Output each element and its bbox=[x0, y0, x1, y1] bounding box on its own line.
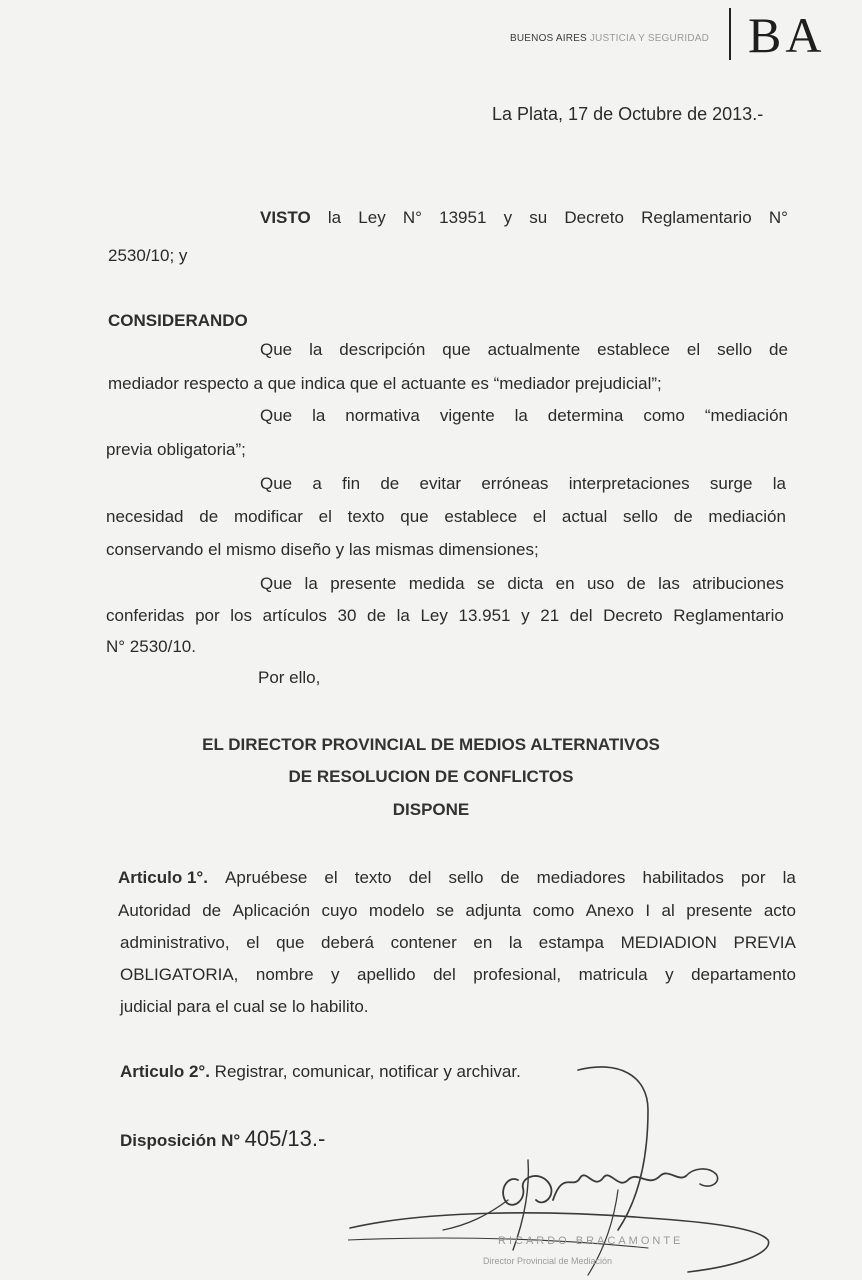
word: la bbox=[782, 868, 796, 887]
word: MEDIADION bbox=[620, 933, 717, 952]
articulo1-line-5: judicial para el cual se lo habilito. bbox=[120, 997, 369, 1016]
stamp-name: RICARDO BRACAMONTE bbox=[498, 1235, 684, 1247]
word: medida bbox=[408, 574, 465, 593]
word: 21 bbox=[540, 606, 560, 625]
word: por bbox=[740, 868, 766, 887]
word: la bbox=[327, 208, 342, 227]
word: contener bbox=[390, 933, 457, 952]
word: PREVIA bbox=[733, 933, 796, 952]
letterhead-org bbox=[510, 33, 709, 44]
word: y bbox=[503, 208, 513, 227]
word: Autoridad bbox=[118, 901, 191, 920]
word: Anexo bbox=[585, 901, 634, 920]
word: a bbox=[312, 474, 322, 493]
word: atribuciones bbox=[692, 574, 784, 593]
considerando-p3-line-2 bbox=[106, 507, 786, 527]
word: Que bbox=[260, 340, 293, 359]
word: Que bbox=[260, 474, 293, 493]
word: y bbox=[521, 606, 530, 625]
word: del bbox=[408, 868, 432, 887]
word: las bbox=[658, 574, 680, 593]
place-date: La Plata, 17 de Octubre de 2013.- bbox=[492, 104, 764, 124]
title-line-3: DISPONE bbox=[392, 800, 470, 819]
word: Decreto bbox=[564, 208, 624, 227]
word: sello bbox=[717, 340, 753, 359]
word: sello bbox=[623, 507, 658, 526]
word: de bbox=[768, 340, 788, 359]
letterhead-org-bold: BUENOS AIRES bbox=[510, 33, 587, 44]
word: de bbox=[380, 474, 400, 493]
word: estampa bbox=[538, 933, 604, 952]
word: cuyo bbox=[321, 901, 358, 920]
articulo1-line-4 bbox=[120, 965, 796, 985]
word: interpretaciones bbox=[568, 474, 690, 493]
word: y bbox=[665, 965, 674, 984]
considerando-p4-line-3: N° 2530/10. bbox=[106, 637, 196, 656]
word: la bbox=[396, 606, 410, 625]
word: N° bbox=[402, 208, 422, 227]
visto-label: VISTO bbox=[260, 208, 311, 227]
word: la bbox=[312, 406, 326, 425]
word: la bbox=[514, 406, 528, 425]
word: evitar bbox=[419, 474, 462, 493]
word: habilitados bbox=[642, 868, 724, 887]
word: el bbox=[318, 507, 332, 526]
word: 30 bbox=[337, 606, 357, 625]
word: que bbox=[400, 507, 429, 526]
word: fin bbox=[342, 474, 361, 493]
word: Reglamentario bbox=[673, 606, 784, 625]
word: del bbox=[433, 965, 456, 984]
word: apellido bbox=[357, 965, 416, 984]
word: Que bbox=[260, 406, 293, 425]
word: nombre bbox=[255, 965, 314, 984]
word: “mediación bbox=[704, 406, 788, 425]
word: Reglamentario bbox=[641, 208, 752, 227]
word: Que bbox=[260, 574, 293, 593]
word: erróneas bbox=[481, 474, 549, 493]
word: N° bbox=[768, 208, 788, 227]
word: se bbox=[436, 901, 455, 920]
word: establece bbox=[597, 340, 670, 359]
signature-stamp bbox=[348, 1050, 778, 1280]
considerando-p3-line-1 bbox=[260, 474, 786, 494]
word: vigente bbox=[439, 406, 495, 425]
word: el bbox=[532, 507, 547, 526]
considerando-p4-line-1 bbox=[260, 574, 784, 594]
word: modelo bbox=[368, 901, 425, 920]
word: en bbox=[555, 574, 575, 593]
word: texto bbox=[354, 868, 392, 887]
word: administrativo, bbox=[120, 933, 230, 952]
word: de bbox=[367, 606, 386, 625]
considerando-p1-line-1 bbox=[260, 340, 788, 360]
por-ello: Por ello, bbox=[258, 668, 321, 687]
word: actual bbox=[561, 507, 608, 526]
word: I bbox=[645, 901, 651, 920]
word: 13.951 bbox=[458, 606, 511, 625]
considerando-p2-line-2: previa obligatoria”; bbox=[106, 440, 246, 459]
word: profesional, bbox=[473, 965, 562, 984]
word: necesidad bbox=[106, 507, 184, 526]
title-line-2: DE RESOLUCION DE CONFLICTOS bbox=[288, 767, 574, 786]
word: del bbox=[569, 606, 593, 625]
title-line-1: EL DIRECTOR PROVINCIAL DE MEDIOS ALTERNATIVOS bbox=[202, 735, 660, 754]
word: dicta bbox=[507, 574, 544, 593]
articulo1-line-3 bbox=[120, 933, 796, 953]
articulo2-text: Registrar, comunicar, notificar y archivar. bbox=[214, 1062, 521, 1081]
word: Ley bbox=[420, 606, 448, 625]
word: descripción bbox=[339, 340, 426, 359]
word: el bbox=[324, 868, 338, 887]
word: el bbox=[686, 340, 701, 359]
word: Ley bbox=[358, 208, 386, 227]
word: al bbox=[661, 901, 675, 920]
articulo1-label: Articulo 1°. bbox=[118, 868, 208, 887]
word: conferidas bbox=[106, 606, 185, 625]
word: de bbox=[202, 901, 222, 920]
word: la bbox=[309, 340, 323, 359]
word: departamento bbox=[691, 965, 796, 984]
disposicion-number: 405/13.- bbox=[244, 1126, 326, 1151]
word: matricula bbox=[578, 965, 648, 984]
word: de bbox=[626, 574, 646, 593]
considerando-heading: CONSIDERANDO bbox=[108, 311, 248, 330]
word: de bbox=[500, 868, 520, 887]
word: y bbox=[331, 965, 340, 984]
considerando-p3-line-3: conservando el mismo diseño y las mismas dimensiones; bbox=[106, 540, 539, 559]
considerando-p2-line-1 bbox=[260, 406, 788, 426]
word: que bbox=[276, 933, 305, 952]
word: adjunta bbox=[465, 901, 522, 920]
considerando-p1-line-2: mediador respecto a que indica que el actuante es “mediador prejudicial”; bbox=[108, 374, 662, 393]
word: surge bbox=[709, 474, 753, 493]
word: 13951 bbox=[439, 208, 487, 227]
word: Aplicación bbox=[232, 901, 311, 920]
articulo1-line-2 bbox=[118, 901, 796, 921]
disposicion bbox=[120, 1126, 325, 1152]
word: deberá bbox=[321, 933, 374, 952]
word: en bbox=[473, 933, 493, 952]
visto-line-2: 2530/10; y bbox=[108, 246, 188, 265]
word: presente bbox=[686, 901, 753, 920]
word: que bbox=[442, 340, 471, 359]
word: establece bbox=[444, 507, 518, 526]
word: la bbox=[508, 933, 523, 952]
word: OBLIGATORIA, bbox=[120, 965, 239, 984]
word: Apruébese bbox=[225, 868, 308, 887]
word: actualmente bbox=[487, 340, 581, 359]
word: su bbox=[529, 208, 548, 227]
word: normativa bbox=[345, 406, 420, 425]
word: acto bbox=[763, 901, 796, 920]
word: la bbox=[772, 474, 786, 493]
stamp-role: Director Provincial de Mediación bbox=[483, 1256, 613, 1266]
word: uso bbox=[586, 574, 615, 593]
disposicion-label: Disposición N° bbox=[120, 1131, 241, 1150]
word: texto bbox=[347, 507, 385, 526]
considerando-p4-line-2 bbox=[106, 606, 784, 626]
letterhead-divider bbox=[729, 8, 731, 60]
word: Decreto bbox=[603, 606, 663, 625]
word: los bbox=[230, 606, 252, 625]
word: se bbox=[476, 574, 495, 593]
word: presente bbox=[330, 574, 397, 593]
word: como bbox=[643, 406, 685, 425]
word: artículos bbox=[262, 606, 327, 625]
word: determina bbox=[547, 406, 624, 425]
word: mediación bbox=[708, 507, 786, 526]
word: como bbox=[532, 901, 575, 920]
articulo1-line-1 bbox=[118, 868, 796, 888]
word: por bbox=[195, 606, 220, 625]
articulo2-label: Articulo 2°. bbox=[120, 1062, 210, 1081]
word: sello bbox=[448, 868, 484, 887]
word: modificar bbox=[233, 507, 303, 526]
word: la bbox=[304, 574, 318, 593]
letterhead-org-light: JUSTICIA Y SEGURIDAD bbox=[589, 33, 710, 44]
word: el bbox=[246, 933, 260, 952]
ba-logo: BA bbox=[748, 7, 826, 63]
word: de bbox=[673, 507, 693, 526]
word: mediadores bbox=[536, 868, 626, 887]
visto-line-1 bbox=[260, 208, 788, 228]
word: de bbox=[199, 507, 219, 526]
